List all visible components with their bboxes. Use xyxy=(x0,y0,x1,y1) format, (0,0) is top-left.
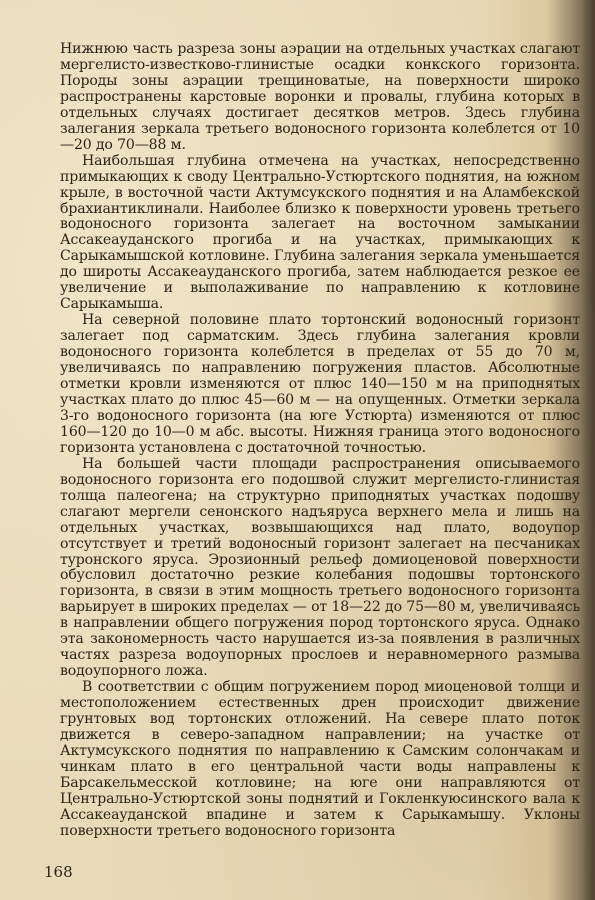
paragraph-5: В соответствии с общим погружением пород миоценовой толщи и местоположением естественных дрен происходит движение грунтовых вод тортонских отложений. На севере плато поток движется в северо-западном направлении; на участке от Актумсукского поднятия по направлению к Самским солончакам и чинкам плато в его центральной части воды направлены к Барсакельмесской котловине; на юге они направляются от Центрально-Устюртской зоны поднятий и Гокленкуюсинского вала к Ассакеауданской впадине и затем к Сарыкамышу. Уклоны поверхности третьего водоносного горизонта xyxy=(60,679,580,839)
page-number: 168 xyxy=(44,863,73,881)
paragraph-2: Наибольшая глубина отмечена на участках, непосредственно примыкающих к своду Центрально-Устюртского поднятия, на южном крыле, в восточной части Актумсукского поднятия и на Аламбекской брахиантиклинали. Наиболее близко к поверхности уровень третьего водоносного горизонта залегает на восточном замыкании Ассакеауданского прогиба и на участках, примыкающих к Сарыкамышской котловине. Глубина залегания зеркала уменьшается до широты Ассакеауданского прогиба, затем наблюдается резкое ее увеличение и выполаживание по направлению к котловине Сарыкамыша. xyxy=(60,152,580,313)
paragraph-4: На большей части площади распространения описываемого водоносного горизонта его подошвой служит мергелисто-глинистая толща палеогена; на структурно приподнятых участках подошву слагают мергели сенонского надъяруса верхнего мела и лишь на отдельных участках, возвышающихся над плато, водоупор отсутствует и третий водоносный горизонт залегает на песчаниках туронского яруса. Эрозионный рельеф домиоценовой поверхности обусловил достаточно резкие колебания подошвы тортонского горизонта, в связи в этим мощность третьего водоносного горизонта варьирует в широких пределах — от 18—22 до 75—80 м, увеличиваясь в направлении общего погружения пород тортонского яруса. Однако эта закономерность часто нарушается из-за появления в различных частях разреза водоупорных прослоев и неравномерного размыва водоупорного ложа. xyxy=(60,455,580,680)
paragraph-3: На северной половине плато тортонский водоносный горизонт залегает под сарматским. Здесь глубина залегания кровли водоносного горизонта колеблется в пределах от 55 до 70 м, увеличиваясь по направлению погружения пластов. Абсолютные отметки кровли изменяются от плюс 140—150 м на приподнятых участках плато до плюс 45—60 м — на опущенных. Отметки зеркала 3-го водоносного горизонта (на юге Устюрта) изменяются от плюс 160—120 до 10—0 м абс. высоты. Нижняя граница этого водоносного горизонта установлена с достаточной точностью. xyxy=(60,312,580,456)
page-edge-shadow xyxy=(581,0,595,900)
body-text xyxy=(60,42,580,840)
paragraph-1: Нижнюю часть разреза зоны аэрации на отдельных участках слагают мергелисто-известково-глинистые осадки конкского горизонта. Породы зоны аэрации трещиноватые, на поверхности широко распространены карстовые воронки и провалы, глубина которых в отдельных случаях достигает десятков метров. Здесь глубина залегания зеркала третьего водоносного горизонта колеблется от 10—20 до 70—88 м. xyxy=(60,41,580,153)
